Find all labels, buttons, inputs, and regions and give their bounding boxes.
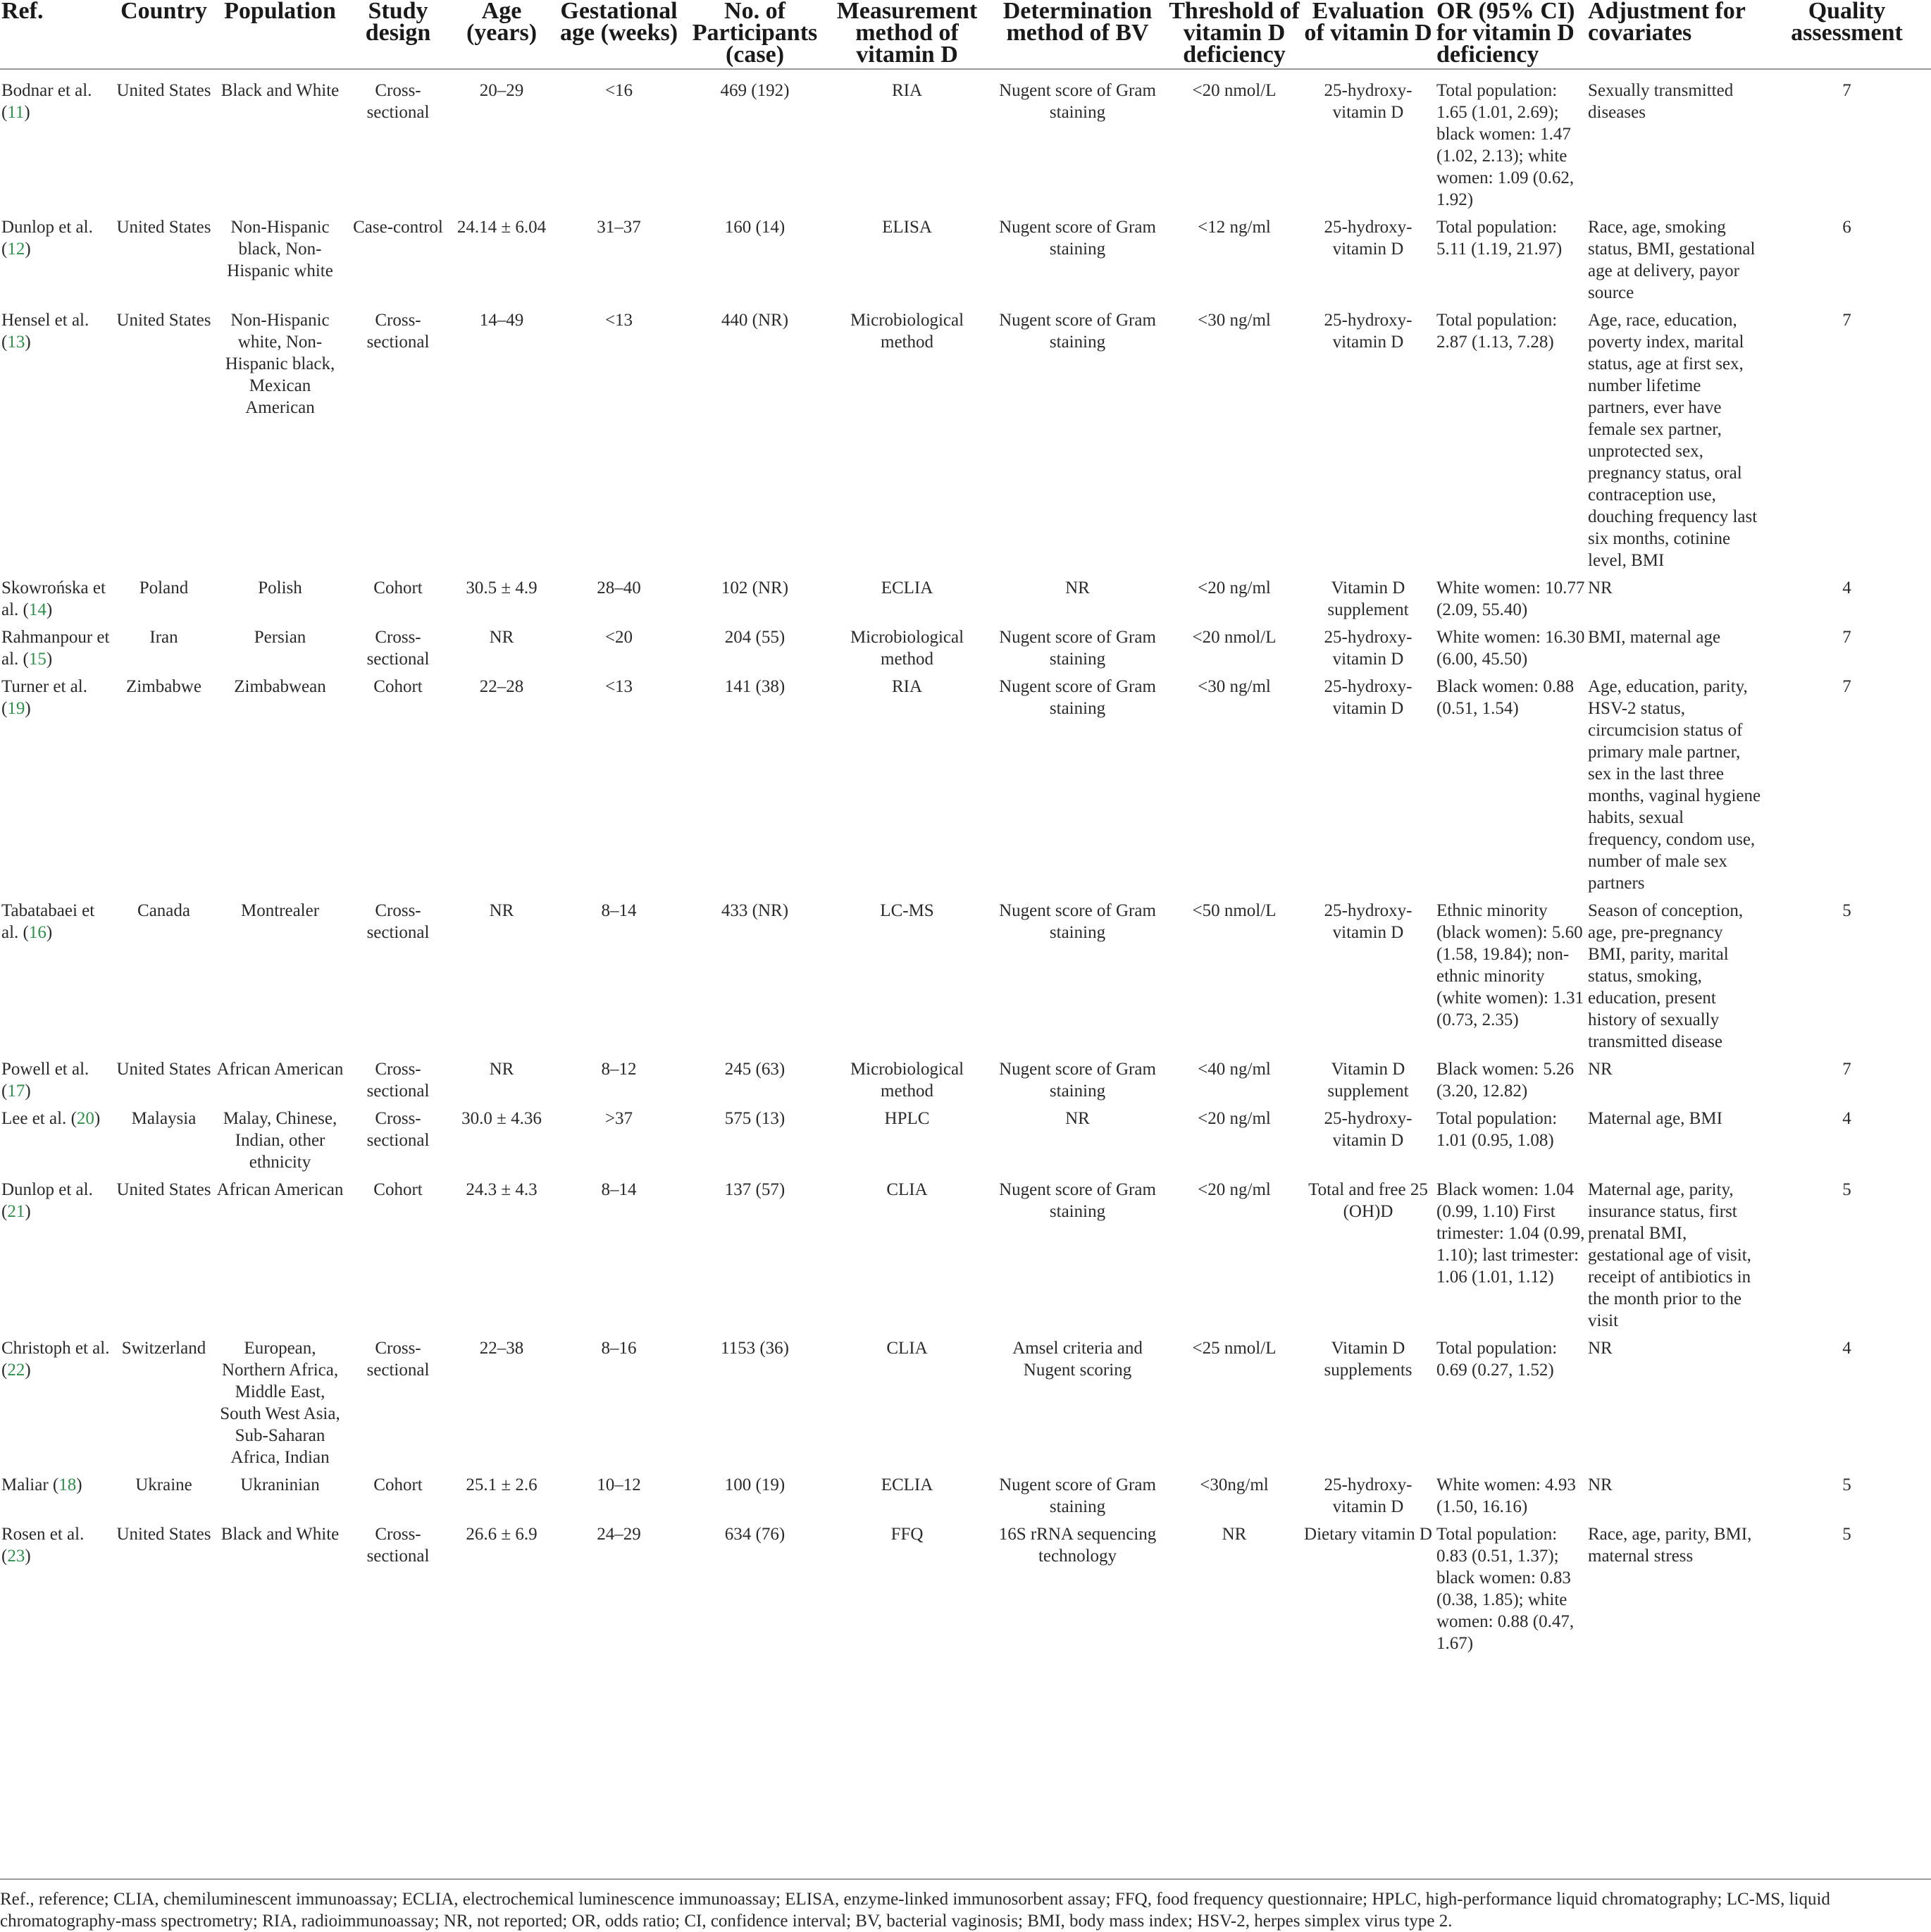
table-row [0,69,1931,216]
cell-study-design: Cross-sectional [366,311,430,352]
cell-adjustment: BMI, maternal age [1588,628,1721,647]
cell-bv-method: 16S rRNA sequencing technology [998,1525,1157,1566]
cell-bv-method: Nugent score of Gram staining [999,677,1156,718]
cell-evaluation: 25-hydroxy-vitamin D [1324,677,1412,718]
cell-threshold: <40 ng/ml [1198,1060,1271,1079]
cell-population: Black and White [221,1525,340,1544]
citation-link[interactable]: 19 [7,699,25,718]
ref-paren: ( [1,103,8,122]
cell-country: Iran [149,628,178,647]
cell-ref [0,577,115,626]
cell-population: Polish [258,578,302,597]
ref-paren: ) [46,600,53,619]
ref-author: Powell et al. [1,1060,89,1079]
ref-author: Maliar [1,1475,49,1494]
table-row [0,1108,1931,1179]
table-footnote: Ref., reference; CLIA, chemiluminescent immunoassay; ECLIA, electrochemical luminescence immunoassay; ELISA, enzyme-linked immunosorbent assay; FFQ, food frequency questionnaire; HPLC, high-performance liquid chromatography; LC-MS, liquid chromatography-mass spectrometry; RIA, radioimmunoassay; NR, not reported; OR, odds ratio; CI, confidence interval; BV, bacterial vaginosis; BMI, body mass index; HSV-2, herpes simplex virus type 2. [0,1878,1931,1932]
table-body [0,69,1931,1660]
cell-odds-ratio: Total population: 0.69 (0.27, 1.52) [1436,1339,1558,1380]
cell-measurement-method: RIA [891,81,923,100]
cell-country: United States [116,1060,211,1079]
ref-paren: ( [18,650,29,669]
ref-paren: ) [25,240,31,259]
cell-participants: 634 (76) [724,1525,786,1544]
cell-bv-method: Nugent score of Gram staining [999,628,1156,669]
cell-ref [0,1523,115,1660]
cell-country: Ukraine [135,1475,192,1494]
cell-gestational-age: 8–12 [601,1060,637,1079]
col-header-population: Population [224,0,336,24]
col-header-quality: Quality assessment [1791,0,1903,46]
cell-adjustment: Sexually transmitted diseases [1588,81,1734,122]
col-header-age: Age (years) [466,0,538,46]
cell-gestational-age: 8–14 [601,1180,637,1199]
cell-participants: 245 (63) [724,1060,786,1079]
cell-measurement-method: CLIA [886,1180,928,1199]
cell-bv-method: NR [1065,578,1090,597]
ref-paren: ( [48,1475,59,1494]
cell-evaluation: Total and free 25 (OH)D [1308,1180,1428,1221]
cell-adjustment: NR [1588,578,1613,597]
cell-evaluation: 25-hydroxy-vitamin D [1324,901,1412,942]
cell-population: Non-Hispanic black, Non-Hispanic white [227,218,333,280]
citation-link[interactable]: 13 [7,333,25,352]
ref-author: Dunlop et al. [1,218,93,237]
cell-country: United States [116,1525,211,1544]
table-row [0,216,1931,309]
cell-participants: 433 (NR) [721,901,789,920]
cell-study-design: Cross-sectional [366,901,430,942]
cell-country: United States [116,1180,211,1199]
cell-quality: 7 [1842,628,1851,647]
cell-age: NR [489,628,514,647]
ref-author: Hensel et al. [1,311,89,330]
ref-author: Lee et al. [1,1109,67,1128]
ref-paren: ( [1,1082,8,1101]
cell-age: 30.0 ± 4.36 [461,1109,542,1128]
cell-gestational-age: >37 [604,1109,633,1128]
cell-measurement-method: CLIA [886,1339,928,1358]
col-header-odds-ratio: OR (95% CI) for vitamin D deficiency [1436,0,1575,68]
cell-ref [0,626,115,676]
cell-measurement-method: HPLC [884,1109,930,1128]
cell-population: Non-Hispanic white, Non-Hispanic black, Mexican American [225,311,335,417]
cell-study-design: Cohort [373,677,423,696]
cell-age: 24.14 ± 6.04 [457,218,547,237]
cell-threshold: <30 ng/ml [1198,677,1271,696]
cell-quality: 6 [1842,218,1851,237]
cell-threshold: <30 ng/ml [1198,311,1271,330]
cell-quality: 4 [1842,1109,1851,1128]
cell-measurement-method: ECLIA [881,1475,933,1494]
table-row [0,626,1931,676]
cell-participants: 440 (NR) [721,311,789,330]
cell-quality: 7 [1842,311,1851,330]
cell-age: 30.5 ± 4.9 [466,578,538,597]
col-header-measurement-method: Measurement method of vitamin D [836,0,978,68]
ref-paren: ) [24,103,30,122]
cell-adjustment: Race, age, smoking status, BMI, gestational age at delivery, payor source [1588,218,1756,302]
cell-gestational-age: 24–29 [597,1525,641,1544]
ref-paren: ( [18,600,29,619]
citation-link[interactable]: 23 [7,1547,25,1566]
ref-author: Bodnar et al. [1,81,92,100]
cell-gestational-age: 31–37 [597,218,641,237]
cell-study-design: Case-control [353,218,443,237]
cell-odds-ratio: Black women: 5.26 (3.20, 12.82) [1436,1060,1575,1101]
ref-paren: ( [1,1202,8,1221]
citation-link[interactable]: 20 [76,1109,94,1128]
cell-age: 14–49 [479,311,524,330]
cell-population: African American [216,1060,344,1079]
cell-bv-method: Nugent score of Gram staining [999,81,1156,122]
cell-ref [0,309,115,577]
ref-paren: ( [1,240,8,259]
cell-gestational-age: 8–16 [601,1339,637,1358]
ref-paren: ( [1,333,8,352]
citation-link[interactable]: 17 [7,1082,25,1101]
cell-adjustment: NR [1588,1060,1613,1079]
cell-population: Ukraninian [240,1475,320,1494]
cell-threshold: <30ng/ml [1200,1475,1269,1494]
cell-population: Montrealer [240,901,320,920]
cell-evaluation: 25-hydroxy-vitamin D [1324,628,1412,669]
cell-ref [0,69,115,216]
cell-country: United States [116,311,211,330]
ref-paren: ) [25,699,31,718]
cell-adjustment: Race, age, parity, BMI, maternal stress [1588,1525,1752,1566]
cell-evaluation: 25-hydroxy-vitamin D [1324,218,1412,259]
cell-bv-method: Nugent score of Gram staining [999,311,1156,352]
cell-threshold: <20 nmol/L [1192,628,1277,647]
cell-bv-method: Amsel criteria and Nugent scoring [1012,1339,1143,1380]
col-header-ref: Ref. [1,0,44,24]
cell-ref [0,1337,115,1474]
cell-study-design: Cohort [373,1180,423,1199]
cell-age: 22–28 [479,677,524,696]
cell-evaluation: Vitamin D supplement [1327,578,1409,619]
cell-ref [0,1474,115,1523]
cell-threshold: NR [1222,1525,1247,1544]
cell-quality: 4 [1842,1339,1851,1358]
table-row [0,900,1931,1058]
cell-ref [0,1058,115,1108]
ref-paren: ) [76,1475,82,1494]
cell-odds-ratio: White women: 4.93 (1.50, 16.16) [1436,1475,1576,1516]
cell-age: 22–38 [479,1339,524,1358]
cell-measurement-method: RIA [891,677,923,696]
cell-gestational-age: <13 [604,311,633,330]
cell-population: Black and White [221,81,340,100]
cell-odds-ratio: Black women: 1.04 (0.99, 1.10) First trimester: 1.04 (0.99, 1.10); last trimester: 1.06 (1.01, 1.12) [1436,1180,1585,1287]
cell-threshold: <20 ng/ml [1198,1109,1271,1128]
cell-odds-ratio: Ethnic minority (black women): 5.60 (1.58, 19.84); non-ethnic minority (white women): 1.31 (0.73, 2.35) [1436,901,1584,1029]
col-header-study-design: Study design [365,0,431,46]
col-header-adjustment: Adjustment for covariates [1588,0,1746,46]
cell-participants: 1153 (36) [721,1339,789,1358]
cell-age: NR [489,1060,514,1079]
ref-paren: ( [18,923,29,942]
table-row [0,309,1931,577]
col-header-bv-method: Determination method of BV [1002,0,1153,46]
cell-measurement-method: LC-MS [880,901,934,920]
ref-paren: ) [46,923,53,942]
cell-quality: 7 [1842,1060,1851,1079]
cell-gestational-age: 8–14 [601,901,637,920]
cell-age: 24.3 ± 4.3 [466,1180,538,1199]
ref-paren: ) [94,1109,101,1128]
ref-author: Rahmanpour et al. [1,628,110,669]
cell-bv-method: Nugent score of Gram staining [999,1475,1156,1516]
cell-country: Switzerland [121,1339,206,1358]
ref-author: Skowrońska et al. [1,578,106,619]
cell-threshold: <25 nmol/L [1192,1339,1277,1358]
cell-odds-ratio: Total population: 5.11 (1.19, 21.97) [1436,218,1563,259]
cell-threshold: <50 nmol/L [1192,901,1277,920]
table-row [0,676,1931,900]
cell-adjustment: Age, education, parity, HSV-2 status, circumcision status of primary male partner, sex in the last three months, vaginal hygiene habits, sexual frequency, condom use, number of male sex partners [1588,677,1761,893]
cell-evaluation: Vitamin D supplements [1324,1339,1412,1380]
ref-paren: ) [25,1547,31,1566]
cell-study-design: Cohort [373,578,423,597]
cell-study-design: Cross-sectional [366,1339,430,1380]
cell-bv-method: Nugent score of Gram staining [999,1060,1156,1101]
cell-quality: 5 [1842,1475,1851,1494]
cell-odds-ratio: Black women: 0.88 (0.51, 1.54) [1436,677,1575,718]
cell-measurement-method: Microbiological method [850,311,964,352]
cell-gestational-age: <13 [604,677,633,696]
cell-gestational-age: 28–40 [597,578,641,597]
ref-paren: ( [66,1109,77,1128]
cell-measurement-method: FFQ [890,1525,924,1544]
ref-paren: ( [1,1361,8,1380]
cell-ref [0,900,115,1058]
cell-age: NR [489,901,514,920]
cell-participants: 137 (57) [724,1180,786,1199]
cell-measurement-method: ECLIA [881,578,933,597]
cell-participants: 204 (55) [724,628,786,647]
table-row [0,1058,1931,1108]
cell-study-design: Cross-sectional [366,628,430,669]
cell-population: European, Northern Africa, Middle East, South West Asia, Sub-Saharan Africa, Indian [220,1339,340,1467]
cell-quality: 7 [1842,677,1851,696]
table-row [0,577,1931,626]
cell-quality: 5 [1842,1525,1851,1544]
cell-country: Poland [139,578,189,597]
citation-link[interactable]: 11 [7,103,25,122]
cell-study-design: Cross-sectional [366,1109,430,1150]
cell-adjustment: Season of conception, age, pre-pregnancy BMI, parity, marital status, smoking, education, present history of sexually transmitted disease [1588,901,1744,1051]
table-row [0,1523,1931,1660]
cell-study-design: Cross-sectional [366,81,430,122]
ref-author: Tabatabaei et al. [1,901,95,942]
table-row [0,1179,1931,1337]
ref-paren: ) [25,1361,31,1380]
cell-adjustment: NR [1588,1475,1613,1494]
cell-bv-method: Nugent score of Gram staining [999,218,1156,259]
ref-author: Turner et al. [1,677,87,696]
cell-gestational-age: <16 [604,81,633,100]
cell-adjustment: Age, race, education, poverty index, marital status, age at first sex, number lifetime partners, ever have female sex partner, unprotected sex, pregnancy status, oral contraception use, douching frequency last six months, cotinine level, BMI [1588,311,1758,570]
cell-study-design: Cross-sectional [366,1525,430,1566]
cell-participants: 469 (192) [720,81,790,100]
cell-study-design: Cohort [373,1475,423,1494]
cell-quality: 5 [1842,1180,1851,1199]
col-header-country: Country [120,0,207,24]
citation-link[interactable]: 18 [58,1475,77,1494]
cell-participants: 160 (14) [724,218,786,237]
col-header-threshold: Threshold of vitamin D deficiency [1169,0,1300,68]
cell-adjustment: Maternal age, parity, insurance status, first prenatal BMI, gestational age of visit, receipt of antibiotics in the month prior to the visit [1588,1180,1751,1330]
ref-paren: ) [25,333,31,352]
ref-paren: ( [1,1547,8,1566]
cell-ref [0,676,115,900]
cell-participants: 141 (38) [724,677,786,696]
cell-evaluation: Dietary vitamin D [1304,1525,1432,1544]
ref-paren: ) [46,650,53,669]
cell-odds-ratio: White women: 10.77 (2.09, 55.40) [1436,578,1585,619]
cell-participants: 100 (19) [724,1475,786,1494]
cell-population: Malay, Chinese, Indian, other ethnicity [223,1109,337,1172]
cell-odds-ratio: White women: 16.30 (6.00, 45.50) [1436,628,1585,669]
cell-evaluation: Vitamin D supplement [1327,1060,1409,1101]
cell-odds-ratio: Total population: 1.65 (1.01, 2.69); black women: 1.47 (1.02, 2.13); white women: 1.09 (0.62, 1.92) [1436,81,1575,209]
ref-author: Christoph et al. [1,1339,110,1358]
cell-gestational-age: <20 [604,628,633,647]
citation-link[interactable]: 12 [7,240,25,259]
cell-country: Canada [137,901,190,920]
cell-measurement-method: Microbiological method [850,1060,964,1101]
cell-odds-ratio: Total population: 2.87 (1.13, 7.28) [1436,311,1558,352]
cell-ref [0,1179,115,1337]
header-row [0,0,1931,69]
cell-adjustment: NR [1588,1339,1613,1358]
cell-bv-method: Nugent score of Gram staining [999,1180,1156,1221]
cell-ref [0,216,115,309]
cell-ref [0,1108,115,1179]
cell-threshold: <20 ng/ml [1198,1180,1271,1199]
col-header-evaluation: Evaluation of vitamin D [1304,0,1432,46]
cell-participants: 575 (13) [724,1109,786,1128]
cell-country: United States [116,218,211,237]
cell-bv-method: NR [1065,1109,1090,1128]
cell-odds-ratio: Total population: 1.01 (0.95, 1.08) [1436,1109,1558,1150]
col-header-gestational-age: Gestational age (weeks) [559,0,678,46]
col-header-participants: No. of Participants (case) [692,0,818,68]
cell-evaluation: 25-hydroxy-vitamin D [1324,311,1412,352]
cell-evaluation: 25-hydroxy-vitamin D [1324,81,1412,122]
cell-evaluation: 25-hydroxy-vitamin D [1324,1475,1412,1516]
cell-adjustment: Maternal age, BMI [1588,1109,1722,1128]
cell-country: Zimbabwe [126,677,201,696]
cell-odds-ratio: Total population: 0.83 (0.51, 1.37); black women: 0.83 (0.38, 1.85); white women: 0.88 (0.47, 1.67) [1436,1525,1575,1653]
citation-link[interactable]: 21 [7,1202,25,1221]
citation-link[interactable]: 14 [28,600,46,619]
ref-paren: ( [1,699,8,718]
cell-age: 25.1 ± 2.6 [466,1475,538,1494]
cell-quality: 4 [1842,578,1851,597]
cell-age: 20–29 [479,81,524,100]
citation-link[interactable]: 16 [28,923,46,942]
cell-country: United States [116,81,211,100]
cell-quality: 7 [1842,81,1851,100]
cell-measurement-method: ELISA [882,218,932,237]
ref-paren: ) [25,1082,31,1101]
cell-age: 26.6 ± 6.9 [466,1525,538,1544]
cell-population: African American [216,1180,344,1199]
ref-author: Dunlop et al. [1,1180,93,1199]
citation-link[interactable]: 15 [28,650,46,669]
cell-threshold: <12 ng/ml [1198,218,1271,237]
cell-population: Persian [254,628,306,647]
cell-study-design: Cross-sectional [366,1060,430,1101]
citation-link[interactable]: 22 [7,1361,25,1380]
cell-population: Zimbabwean [234,677,326,696]
cell-threshold: <20 ng/ml [1198,578,1271,597]
table-row [0,1474,1931,1523]
ref-paren: ) [25,1202,31,1221]
ref-author: Rosen et al. [1,1525,85,1544]
cell-evaluation: 25-hydroxy-vitamin D [1324,1109,1412,1150]
table-row [0,1337,1931,1474]
cell-bv-method: Nugent score of Gram staining [999,901,1156,942]
cell-participants: 102 (NR) [721,578,789,597]
cell-measurement-method: Microbiological method [850,628,964,669]
cell-country: Malaysia [131,1109,197,1128]
cell-gestational-age: 10–12 [597,1475,641,1494]
cell-threshold: <20 nmol/L [1192,81,1277,100]
cell-quality: 5 [1842,901,1851,920]
